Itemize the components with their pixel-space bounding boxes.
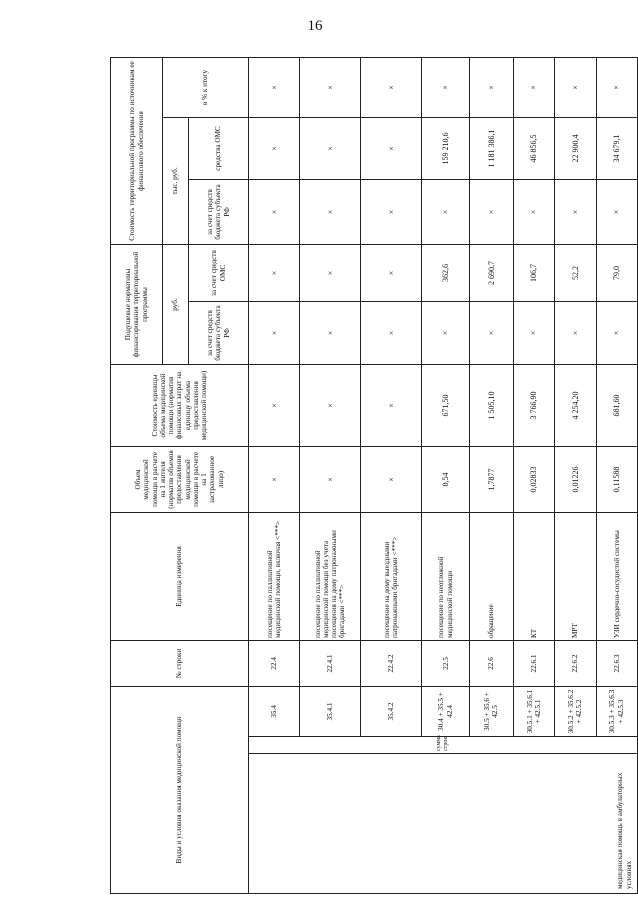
cell-sum: 30.5.1 + 35.6.1 + 42.5.1	[513, 686, 554, 736]
cell-norm-oms: ×	[361, 244, 422, 301]
cell-unit: обращение	[470, 512, 514, 640]
header-program-cost: Стоимость территориальной программы по источникам ее финансового обеспечения	[111, 57, 163, 244]
header-norm-budget: за счет средств бюджета субъекта РФ	[189, 301, 249, 364]
cell-cost-budget: ×	[596, 179, 637, 244]
cell-volume: 0,01226	[555, 446, 596, 512]
cell-cost-budget: ×	[361, 179, 422, 244]
header-volume: Объем медицинской помощи в расчете на 1 жителя (норматив объемов предоставления медицинской помощи в расчете на 1 застрахованное лицо)	[111, 446, 249, 512]
cell-cost-budget: ×	[300, 179, 361, 244]
cell-cost-oms: 46 856,5	[513, 117, 554, 179]
cell-cost-budget: ×	[422, 179, 470, 244]
cell-sum: 30.5.3 + 35.6.3 + 42.5.3	[596, 686, 637, 736]
cell-volume: 0,11588	[596, 446, 637, 512]
cell-no: 22.5	[422, 640, 470, 686]
cell-norm-budget: ×	[596, 301, 637, 364]
cell-no: 22.6	[470, 640, 514, 686]
cell-volume: 0,54	[422, 446, 470, 512]
cell-sum: 30.5 + 35.6 + 42.5	[470, 686, 514, 736]
header-normatives: Подушевые нормативы финансирования территориальной программы	[111, 244, 163, 364]
cell-percent: ×	[300, 57, 361, 117]
cell-cost: 1 505,10	[470, 364, 514, 446]
cell-cost-budget: ×	[249, 179, 300, 244]
rotated-table-wrapper	[110, 58, 638, 894]
cell-unit: посещение на дому выездными патронажными бригадами <***>	[361, 512, 422, 640]
header-unit: Единица измерения	[111, 512, 249, 640]
header-line-no: № строки	[111, 640, 249, 686]
header-types: Виды и условия оказания медицинской помощи	[111, 686, 249, 893]
program-cost-table	[110, 57, 638, 894]
cell-cost-budget: ×	[513, 179, 554, 244]
cell-unit: МРТ	[555, 512, 596, 640]
cell-volume: ×	[249, 446, 300, 512]
cell-cost-oms: 1 181 386,1	[470, 117, 514, 179]
cell-cost: 3 766,90	[513, 364, 554, 446]
cell-percent: ×	[596, 57, 637, 117]
cell-no: 22.4.2	[361, 640, 422, 686]
cell-unit: посещение по неотложной медицинской помощи	[422, 512, 470, 640]
cell-cost-oms: 22 900,4	[555, 117, 596, 179]
cell-cost-budget: ×	[555, 179, 596, 244]
cell-cost-oms: ×	[300, 117, 361, 179]
cell-unit: КТ	[513, 512, 554, 640]
cell-sum: 30.5.2 + 35.6.2 + 42.5.2	[555, 686, 596, 736]
cell-norm-oms: 79,0	[596, 244, 637, 301]
cell-cost-oms: ×	[361, 117, 422, 179]
cell-unit: посещение по паллиативной медицинской помощи без учета посещения на дому патронажными бригадами <***>	[300, 512, 361, 640]
cell-norm-budget: ×	[300, 301, 361, 364]
cell-norm-oms: 362,6	[422, 244, 470, 301]
cell-volume: ×	[361, 446, 422, 512]
cell-cost-oms: ×	[249, 117, 300, 179]
cell-unit: УЗИ сердечно-сосудистой системы	[596, 512, 637, 640]
cell-sum: 35.4.2	[361, 686, 422, 736]
cell-norm-budget: ×	[513, 301, 554, 364]
cell-sum: 30.4 + 35.5 + 42.4	[422, 686, 470, 736]
cell-no: 22.6.2	[555, 640, 596, 686]
cell-norm-budget: ×	[470, 301, 514, 364]
cell-percent: ×	[249, 57, 300, 117]
cell-volume: 1,7877	[470, 446, 514, 512]
page-number: 16	[307, 18, 323, 34]
cell-percent: ×	[555, 57, 596, 117]
header-thousand-rub: тыс. руб.	[163, 117, 189, 244]
cell-norm-oms: 2 690,7	[470, 244, 514, 301]
header-rub: руб.	[163, 244, 189, 364]
group-label: медицинская помощь в амбулаторных условиях	[249, 754, 638, 894]
cell-no: 22.6.1	[513, 640, 554, 686]
sum-rows-label: сумма строк	[249, 737, 638, 754]
cell-norm-budget: ×	[555, 301, 596, 364]
cell-cost-oms: 159 210,6	[422, 117, 470, 179]
cell-norm-budget: ×	[361, 301, 422, 364]
cell-cost: 681,60	[596, 364, 637, 446]
cell-no: 22.4	[249, 640, 300, 686]
cell-cost: ×	[361, 364, 422, 446]
cell-norm-oms: 106,7	[513, 244, 554, 301]
cell-percent: ×	[470, 57, 514, 117]
cell-no: 22.6.3	[596, 640, 637, 686]
cell-no: 22.4.1	[300, 640, 361, 686]
cell-cost-budget: ×	[470, 179, 514, 244]
cell-cost: ×	[249, 364, 300, 446]
cell-cost: ×	[300, 364, 361, 446]
rotated-table-area	[110, 58, 638, 894]
cell-norm-budget: ×	[249, 301, 300, 364]
cell-sum: 35.4.1	[300, 686, 361, 736]
cell-cost-oms: 34 679,1	[596, 117, 637, 179]
cell-volume: ×	[300, 446, 361, 512]
header-cost: Стоимость единицы объема медицинской помощи (норматив финансовых затрат на единицу объема предоставления медицинской помощи)	[111, 364, 249, 446]
cell-cost: 4 254,20	[555, 364, 596, 446]
header-cost-oms: средства ОМС	[189, 117, 249, 179]
header-norm-oms: за счет средств ОМС	[189, 244, 249, 301]
cell-cost: 671,50	[422, 364, 470, 446]
cell-volume: 0,02833	[513, 446, 554, 512]
cell-norm-oms: ×	[300, 244, 361, 301]
cell-norm-oms: ×	[249, 244, 300, 301]
header-percent: в % к итогу	[163, 57, 249, 117]
table-row	[249, 57, 300, 893]
header-cost-budget: за счет средств бюджета субъекта РФ	[189, 179, 249, 244]
cell-percent: ×	[513, 57, 554, 117]
cell-norm-oms: 52,2	[555, 244, 596, 301]
cell-percent: ×	[422, 57, 470, 117]
cell-percent: ×	[361, 57, 422, 117]
cell-norm-budget: ×	[422, 301, 470, 364]
cell-sum: 35.4	[249, 686, 300, 736]
cell-unit: посещение по паллиативной медицинской помощи, включая <***>	[249, 512, 300, 640]
